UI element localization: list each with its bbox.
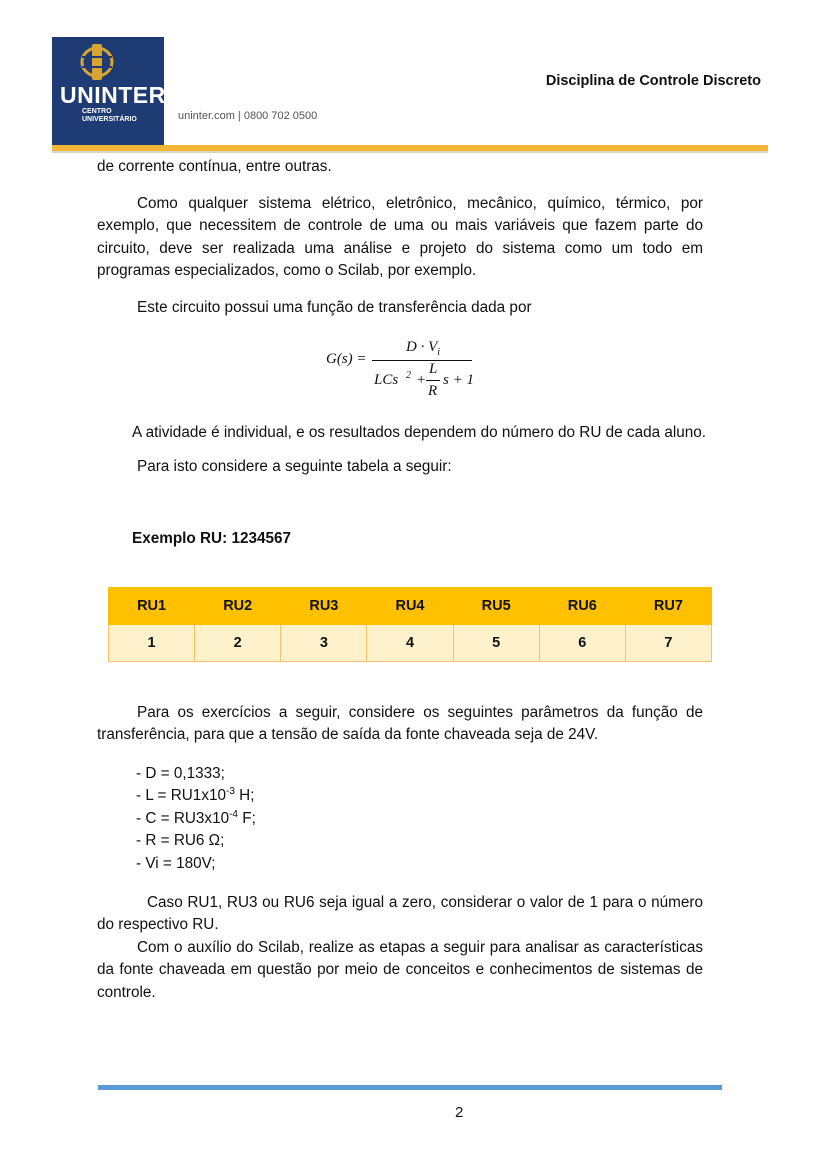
param-vi: - Vi = 180V; xyxy=(136,854,216,872)
transfer-function-formula: G(s) = $D \cdot V_i$ LCs 2 + L R s + 1 xyxy=(326,339,474,399)
header-divider-shadow xyxy=(52,151,768,153)
param-r: - R = RU6 Ω; xyxy=(136,832,225,850)
table-cell: 1 xyxy=(109,625,195,662)
logo-subtitle: UNIVERSITÁRIO xyxy=(82,116,137,123)
formula-lhs: G(s) = xyxy=(326,351,367,367)
formula-den-part1: LCs xyxy=(374,372,399,388)
paragraph: Para os exercícios a seguir, considere os seguintes parâmetros da função de transferência, para que a tensão de saída da fonte chaveada seja de 24V. xyxy=(97,704,703,744)
paragraph: Para isto considere a seguinte tabela a seguir: xyxy=(137,458,452,475)
table-cell: 6 xyxy=(539,625,625,662)
table-header-cell: RU3 xyxy=(281,588,367,625)
formula-den-part2: s + 1 xyxy=(443,372,474,388)
contact-info: uninter.com | 0800 702 0500 xyxy=(178,110,318,122)
table-header-cell: RU4 xyxy=(367,588,453,625)
table-header-cell: RU6 xyxy=(539,588,625,625)
table-header-cell: RU5 xyxy=(453,588,539,625)
formula-frac-num: L xyxy=(429,361,438,377)
page-number: 2 xyxy=(455,1104,464,1121)
table-cell: 5 xyxy=(453,625,539,662)
paragraph: Com o auxílio do Scilab, realize as etapas a seguir para analisar as características da fonte chaveada em questão por meio de conceitos e conhecimentos de sistemas de controle. xyxy=(97,939,703,1001)
globe-icon xyxy=(80,44,114,85)
inner-fraction-bar xyxy=(426,380,440,381)
table-header-cell: RU2 xyxy=(195,588,281,625)
parameter-list xyxy=(136,763,256,875)
logo-name: UNINTER xyxy=(60,82,166,108)
formula-plus: + xyxy=(416,372,427,388)
paragraph: Como qualquer sistema elétrico, eletrônico, mecânico, químico, térmico, por exemplo, que necessitem de controle de uma ou mais variáveis que fazem parte do circuito, deve ser realizada uma análise e projeto do sistema como um todo em programas especializados, como o Scilab, por exemplo. xyxy=(97,195,703,280)
example-heading: Exemplo RU: 1234567 xyxy=(132,530,291,547)
table-cell: 7 xyxy=(625,625,711,662)
formula-frac-den: R xyxy=(428,383,438,399)
ru-table xyxy=(108,587,712,662)
param-d: - D = 0,1333; xyxy=(136,765,225,782)
fraction-bar xyxy=(372,360,472,361)
footer-divider xyxy=(98,1085,722,1090)
table-header-cell: RU1 xyxy=(109,588,195,625)
table-row xyxy=(109,625,712,662)
table-header-row xyxy=(109,588,712,625)
formula-numerator: $D \cdot V_i$ xyxy=(406,339,441,358)
logo-subtitle: CENTRO xyxy=(82,108,112,115)
table-cell: 3 xyxy=(281,625,367,662)
param-l: - $L = RU1x10^{-3}$ H; xyxy=(136,786,255,805)
course-title: Disciplina de Controle Discreto xyxy=(545,73,761,89)
table-header-cell: RU7 xyxy=(625,588,711,625)
table-cell: 4 xyxy=(367,625,453,662)
paragraph: de corrente contínua, entre outras. xyxy=(97,158,332,175)
paragraph: Caso RU1, RU3 ou RU6 seja igual a zero, considerar o valor de 1 para o número do respectivo RU. xyxy=(97,894,703,934)
table-cell: 2 xyxy=(195,625,281,662)
paragraph: Este circuito possui uma função de transferência dada por xyxy=(137,299,532,316)
paragraph: A atividade é individual, e os resultados dependem do número do RU de cada aluno. xyxy=(132,424,707,441)
param-c: - $C = RU3x10^{-4}$ F; xyxy=(136,808,256,827)
